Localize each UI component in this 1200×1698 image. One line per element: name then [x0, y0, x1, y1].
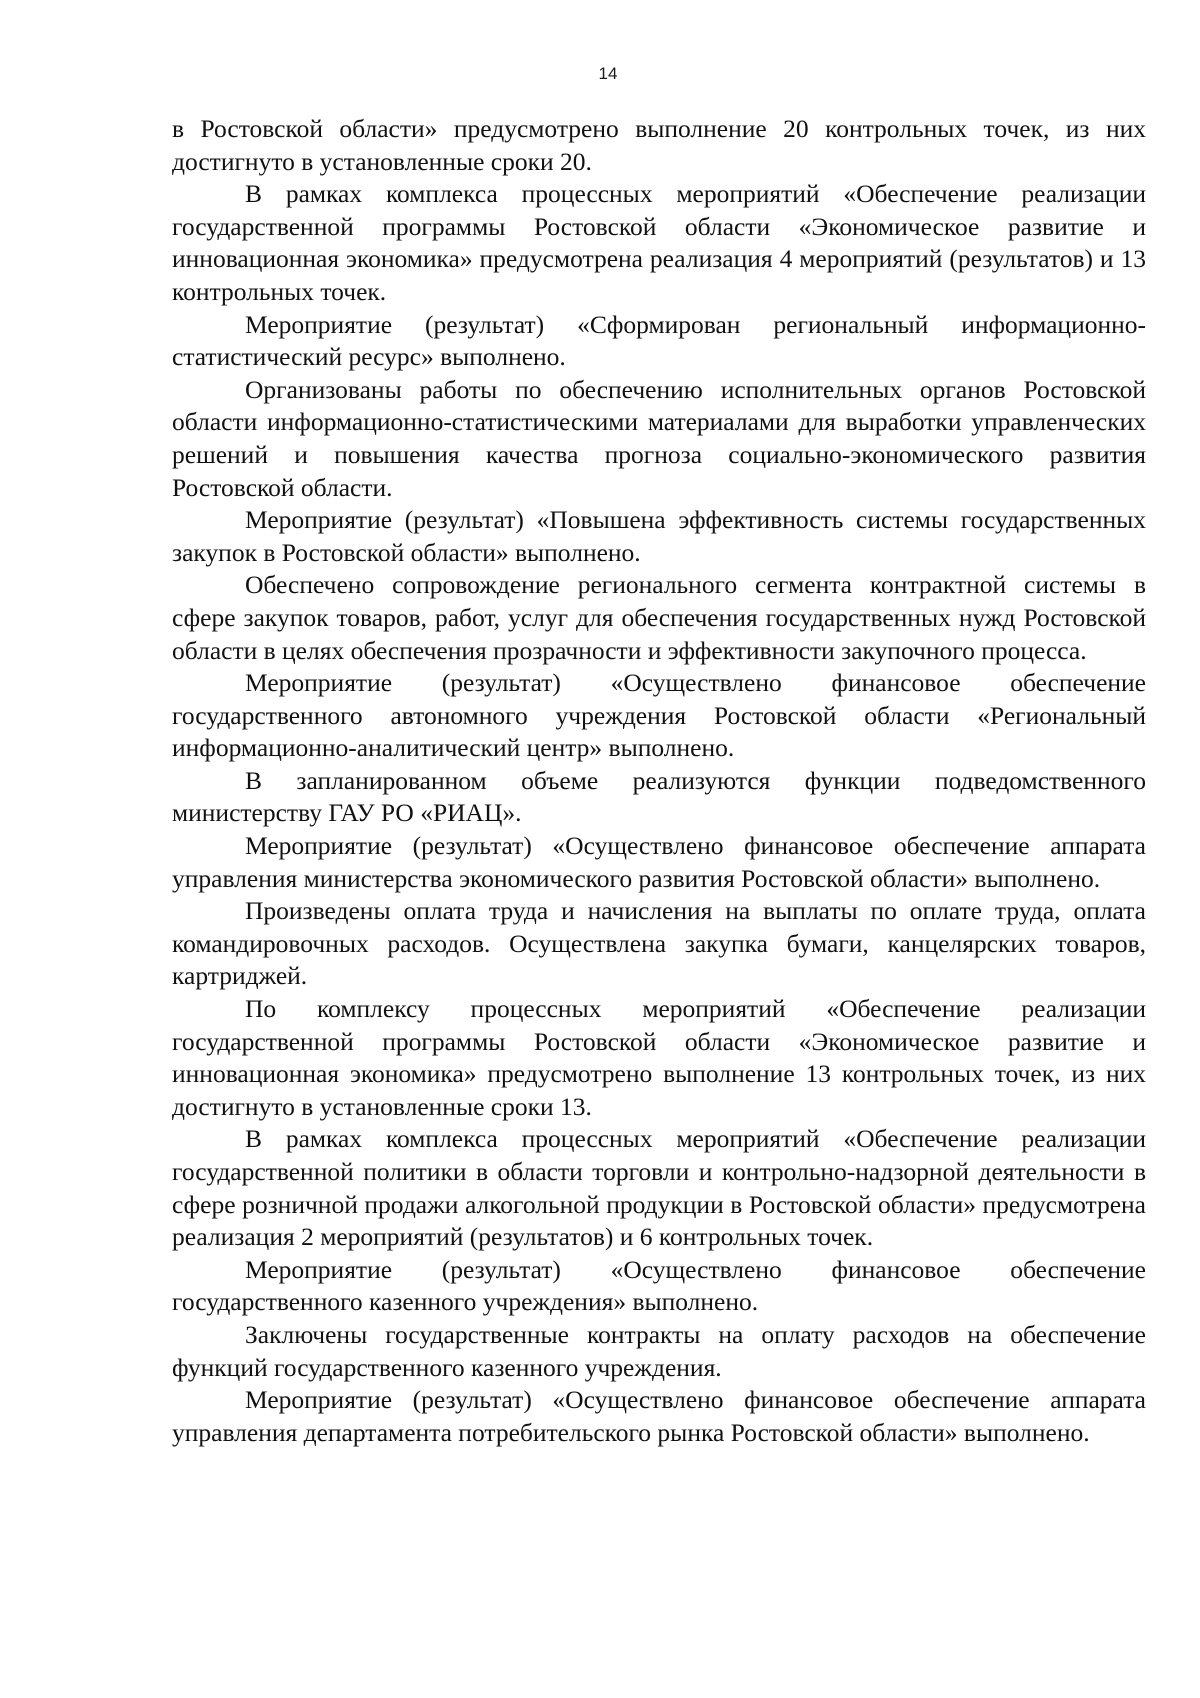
- page-number: 14: [598, 64, 618, 83]
- paragraph: В запланированном объеме реализуются функции подведомственного министерству ГАУ РО «РИАЦ».: [172, 765, 1146, 828]
- paragraph: Мероприятие (результат) «Повышена эффективность системы государственных закупок в Ростовской области» выполнено.: [172, 505, 1146, 567]
- paragraph: Обеспечено сопровождение регионального сегмента контрактной системы в сфере закупок товаров, работ, услуг для обеспечения государственных нужд Ростовской области в целях обеспечения прозрачности и эффективности закупочного процесса.: [172, 570, 1146, 665]
- paragraph: В рамках комплекса процессных мероприятий «Обеспечение реализации государственной политики в области торговли и контрольно-надзорной деятельности в сфере розничной продажи алкогольной продукции в Ростовской области» предусмотрена реализация 2 мероприятий (результатов) и 6 контрольных точек.: [172, 1124, 1146, 1252]
- paragraph: Мероприятие (результат) «Осуществлено финансовое обеспечение аппарата управления министерства экономического развития Ростовской области» выполнено.: [172, 831, 1146, 893]
- document-body: [172, 113, 1146, 1449]
- paragraph: в Ростовской области» предусмотрено выполнение 20 контрольных точек, из них достигнуто в установленные сроки 20.: [172, 114, 1146, 176]
- paragraph: Мероприятие (результат) «Осуществлено финансовое обеспечение государственного казенного учреждения» выполнено.: [172, 1254, 1146, 1317]
- paragraph: Мероприятие (результат) «Сформирован региональный информационно-статистический ресурс» выполнено.: [172, 309, 1146, 372]
- paragraph: Заключены государственные контракты на оплату расходов на обеспечение функций государственного казенного учреждения.: [172, 1319, 1146, 1382]
- paragraph: В рамках комплекса процессных мероприятий «Обеспечение реализации государственной программы Ростовской области «Экономическое развитие и инновационная экономика» предусмотрена реализация 4 мероприятий (результатов) и 13 контрольных точек.: [172, 179, 1146, 306]
- paragraph: По комплексу процессных мероприятий «Обеспечение реализации государственной программы Ростовской области «Экономическое развитие и инновационная экономика» предусмотрено выполнение 13 контрольных точек, из них достигнуто в установленные сроки 13.: [172, 994, 1146, 1121]
- paragraph: Мероприятие (результат) «Осуществлено финансовое обеспечение аппарата управления департамента потребительского рынка Ростовской области» выполнено.: [172, 1385, 1146, 1447]
- paragraph: Организованы работы по обеспечению исполнительных органов Ростовской области информационно-статистическими материалами для выработки управленческих решений и повышения качества прогноза социально-экономического развития Ростовской области.: [172, 374, 1146, 502]
- paragraph: Мероприятие (результат) «Осуществлено финансовое обеспечение государственного автономного учреждения Ростовской области «Региональный информационно-аналитический центр» выполнено.: [172, 668, 1146, 763]
- paragraph: Произведены оплата труда и начисления на выплаты по оплате труда, оплата командировочных расходов. Осуществлена закупка бумаги, канцелярских товаров, картриджей.: [172, 896, 1146, 991]
